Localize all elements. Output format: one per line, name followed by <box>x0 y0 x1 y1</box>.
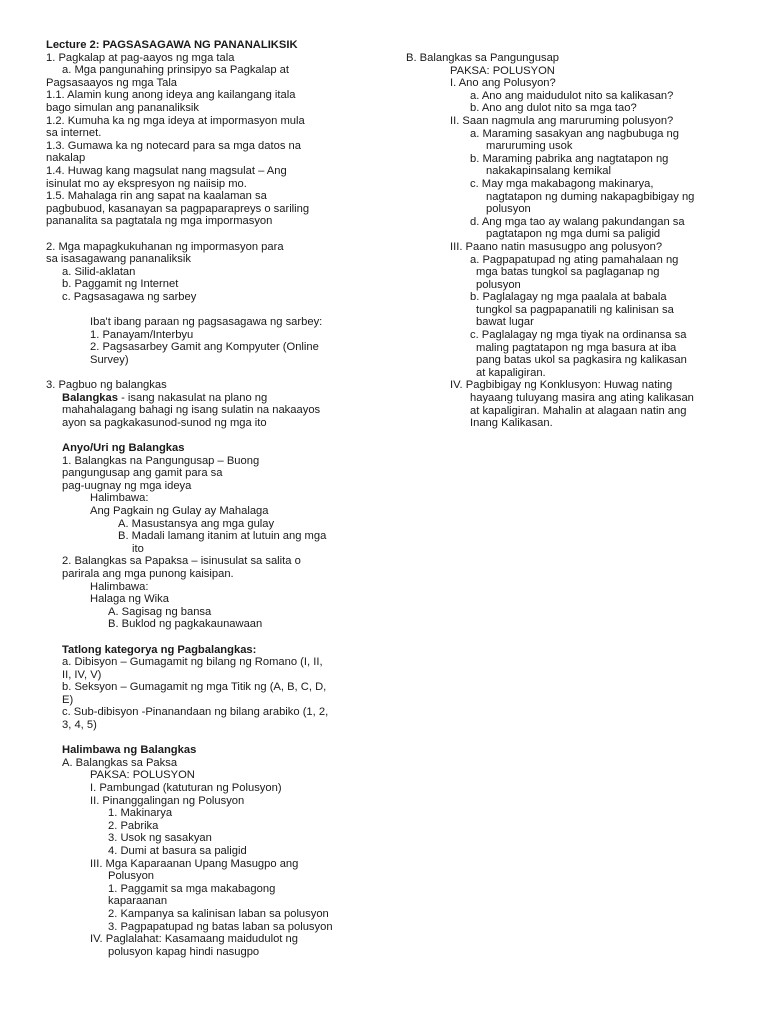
list-item: 4. Dumi at basura sa paligid <box>108 845 247 857</box>
text-line: PAKSA: POLUSYON <box>90 769 195 782</box>
text-line: bawat lugar <box>476 316 534 329</box>
text-line: c. Sub-dibisyon -Pinanandaan ng bilang arabiko (1, 2, <box>62 706 329 719</box>
list-item: 3. Pagpapatupad ng batas laban sa polusyon <box>108 920 333 933</box>
list-item: d. Ang mga tao ay walang pakundangan sa <box>470 215 685 228</box>
text-line: Pagsasaayos ng mga Tala <box>46 76 178 89</box>
list-item: IV. Paglalahat: Kasamaang maidudulot ng <box>90 933 298 946</box>
text-line: Polusyon <box>108 870 155 883</box>
section-3-heading: 3. Pagbuo ng balangkas <box>46 379 167 392</box>
text-line: nakakapinsalang kemikal <box>486 165 612 178</box>
section-2-heading: 2. Mga mapagkukuhanan ng impormasyon para <box>46 240 284 253</box>
text-line: Halaga ng Wika <box>90 593 169 606</box>
text-line: b. Seksyon – Gumagamit ng mga Titik ng (A, B, C, D, <box>62 681 327 694</box>
definition: - isang nakasulat na plano ng <box>117 391 268 404</box>
text-line: at kapaligiran. Mahalin at alagaan natin ang <box>470 404 687 417</box>
text-line: mga batas tungkol sa paglaganap ng <box>476 266 660 279</box>
text-line: sa internet. <box>46 127 102 140</box>
halimbawa-heading: Halimbawa ng Balangkas <box>62 744 197 757</box>
list-item: a. Silid-aklatan <box>62 265 136 278</box>
list-item: c. May mga makabagong makinarya, <box>470 177 654 190</box>
list-item: II. Saan nagmula ang maruruming polusyon? <box>450 114 674 127</box>
text-line: ayon sa pagkakasunod-sunod ng mga ito <box>62 416 267 429</box>
text-line: pangungusap ang gamit para sa <box>62 467 223 480</box>
list-item: a. Ano ang maidudulot nito sa kalikasan? <box>470 89 674 102</box>
text-line: a. Dibisyon – Gumagamit ng bilang ng Romano (I, II, <box>62 656 323 669</box>
text-line: 1.4. Huwag kang magsulat nang magsulat – Ang <box>46 164 287 177</box>
text-line: polusyon <box>486 203 531 216</box>
text-line: ito <box>132 542 144 555</box>
text-line: 3, 4, 5) <box>62 719 97 732</box>
text-line: Halimbawa: <box>90 492 149 505</box>
text-line: 2. Balangkas sa Papaksa – isinusulat sa salita o <box>62 555 301 568</box>
section-1-heading: 1. Pagkalap at pag-aayos ng mga tala <box>46 51 235 64</box>
text-line: Inang Kalikasan. <box>470 417 553 430</box>
text-line: 1.2. Kumuha ka ng mga ideya at impormasyon mula <box>46 114 305 127</box>
text-line: A. Balangkas sa Paksa <box>62 756 178 769</box>
right-column <box>406 52 736 430</box>
left-column <box>46 39 374 958</box>
list-item: b. Paggamit ng Internet <box>62 278 179 291</box>
text-line: a. Mga pangunahing prinsipyo sa Pagkalap at <box>62 64 290 77</box>
text-line: Iba't ibang paraan ng pagsasagawa ng sarbey: <box>90 316 323 329</box>
text-line: nagtatapon ng duming nakapagbibigay ng <box>486 190 695 203</box>
text-line: mahahalagang bahagi ng isang sulatin na nakaayos <box>62 404 321 417</box>
list-item: I. Ano ang Polusyon? <box>450 77 556 90</box>
spacer <box>46 631 374 644</box>
text-line: Halimbawa: <box>90 580 149 593</box>
text-line: bago simulan ang pananaliksik <box>46 101 199 114</box>
list-item: 3. Usok ng sasakyan <box>108 832 212 845</box>
list-item: c. Pagsasagawa ng sarbey <box>62 290 197 303</box>
text-line: tungkol sa pagpapanatili ng kalinisan sa <box>476 303 674 316</box>
spacer <box>46 366 374 379</box>
list-item: a. Maraming sasakyan ang nagbubuga ng <box>470 127 679 140</box>
text-line: 1.1. Alamin kung anong ideya ang kailangang itala <box>46 89 296 102</box>
text-line: polusyon kapag hindi nasugpo <box>108 945 260 958</box>
spacer <box>46 732 374 745</box>
list-item: 1. Panayam/Interbyu <box>90 328 194 341</box>
text-line: 1.5. Mahalaga rin ang sapat na kaalaman sa <box>46 190 267 203</box>
list-item: 2. Kampanya sa kalinisan laban sa polusyon <box>108 907 329 920</box>
text-line: 1. Balangkas na Pangungusap – Buong <box>62 454 260 467</box>
text-line: sa isasagawang pananaliksik <box>46 253 191 266</box>
text-line: E) <box>62 693 74 706</box>
anyo-heading: Anyo/Uri ng Balangkas <box>62 442 185 454</box>
text-line: II, IV, V) <box>62 668 102 681</box>
term: Balangkas <box>62 391 118 404</box>
list-item: a. Pagpapatupad ng ating pamahalaan ng <box>470 253 679 266</box>
list-item: III. Mga Kaparaanan Upang Masugpo ang <box>90 857 299 870</box>
list-item: b. Paglalagay ng mga paalala at babala <box>470 291 667 304</box>
text-line: pananalita sa pagtatala ng mga impormasyon <box>46 215 273 228</box>
text-line: kaparaanan <box>108 895 168 908</box>
text-line: hayaang tuluyang masira ang ating kalikasan <box>470 392 694 405</box>
list-item: c. Paglalagay ng mga tiyak na ordinansa sa <box>470 329 687 342</box>
list-item: 1. Paggamit sa mga makabagong <box>108 882 276 895</box>
definition-line <box>46 392 374 405</box>
text-line: Ang Pagkain ng Gulay ay Mahalaga <box>90 504 269 517</box>
list-item: A. Sagisag ng bansa <box>108 605 212 618</box>
list-item: IV. Pagbibigay ng Konklusyon: Huwag nating <box>450 379 673 392</box>
spacer <box>46 303 374 316</box>
text-line: maling pagtatapon ng mga basura at iba <box>476 341 677 354</box>
text-line: pang batas ukol sa pagkasira ng kalikasan <box>476 354 687 367</box>
text-line: pagbubuod, kasanayan sa pagpaparapreys o sariling <box>46 202 310 215</box>
list-item: 2. Pagsasarbey Gamit ang Kompyuter (Online <box>90 341 319 354</box>
text-line: nakalap <box>46 152 86 165</box>
list-item: 2. Pabrika <box>108 819 159 832</box>
spacer <box>46 429 374 442</box>
list-item: II. Pinanggalingan ng Polusyon <box>90 794 245 807</box>
list-item: A. Masustansya ang mga gulay <box>118 517 275 530</box>
list-item: b. Ano ang dulot nito sa mga tao? <box>470 102 637 115</box>
text-line: PAKSA: POLUSYON <box>450 64 555 77</box>
text-line: polusyon <box>476 278 521 291</box>
text-line: at kapaligiran. <box>476 366 546 379</box>
text-line: isinulat mo ay ekspresyon ng naiisip mo. <box>46 177 247 190</box>
text-line: Survey) <box>90 353 129 366</box>
list-item: 1. Makinarya <box>108 807 173 820</box>
list-item: B. Madali lamang itanim at lutuin ang mga <box>118 530 327 543</box>
list-item: b. Maraming pabrika ang nagtatapon ng <box>470 152 669 165</box>
text-line: maruruming usok <box>486 140 573 153</box>
right-heading: B. Balangkas sa Pangungusap <box>406 52 560 64</box>
list-item: I. Pambungad (katuturan ng Polusyon) <box>90 782 282 795</box>
spacer <box>46 228 374 241</box>
list-item: III. Paano natin masusugpo ang polusyon? <box>450 240 663 253</box>
lecture-title: Lecture 2: PAGSASAGAWA NG PANANALIKSIK <box>46 39 298 51</box>
text-line: 1.3. Gumawa ka ng notecard para sa mga datos na <box>46 139 301 152</box>
list-item: B. Buklod ng pagkakaunawaan <box>108 618 263 631</box>
text-line: parirala ang mga punong kaisipan. <box>62 567 234 580</box>
kategorya-heading: Tatlong kategorya ng Pagbalangkas: <box>62 643 257 656</box>
text-line: pag-uugnay ng mga ideya <box>62 479 192 492</box>
text-line: pagtatapon ng mga dumi sa paligid <box>486 228 661 241</box>
